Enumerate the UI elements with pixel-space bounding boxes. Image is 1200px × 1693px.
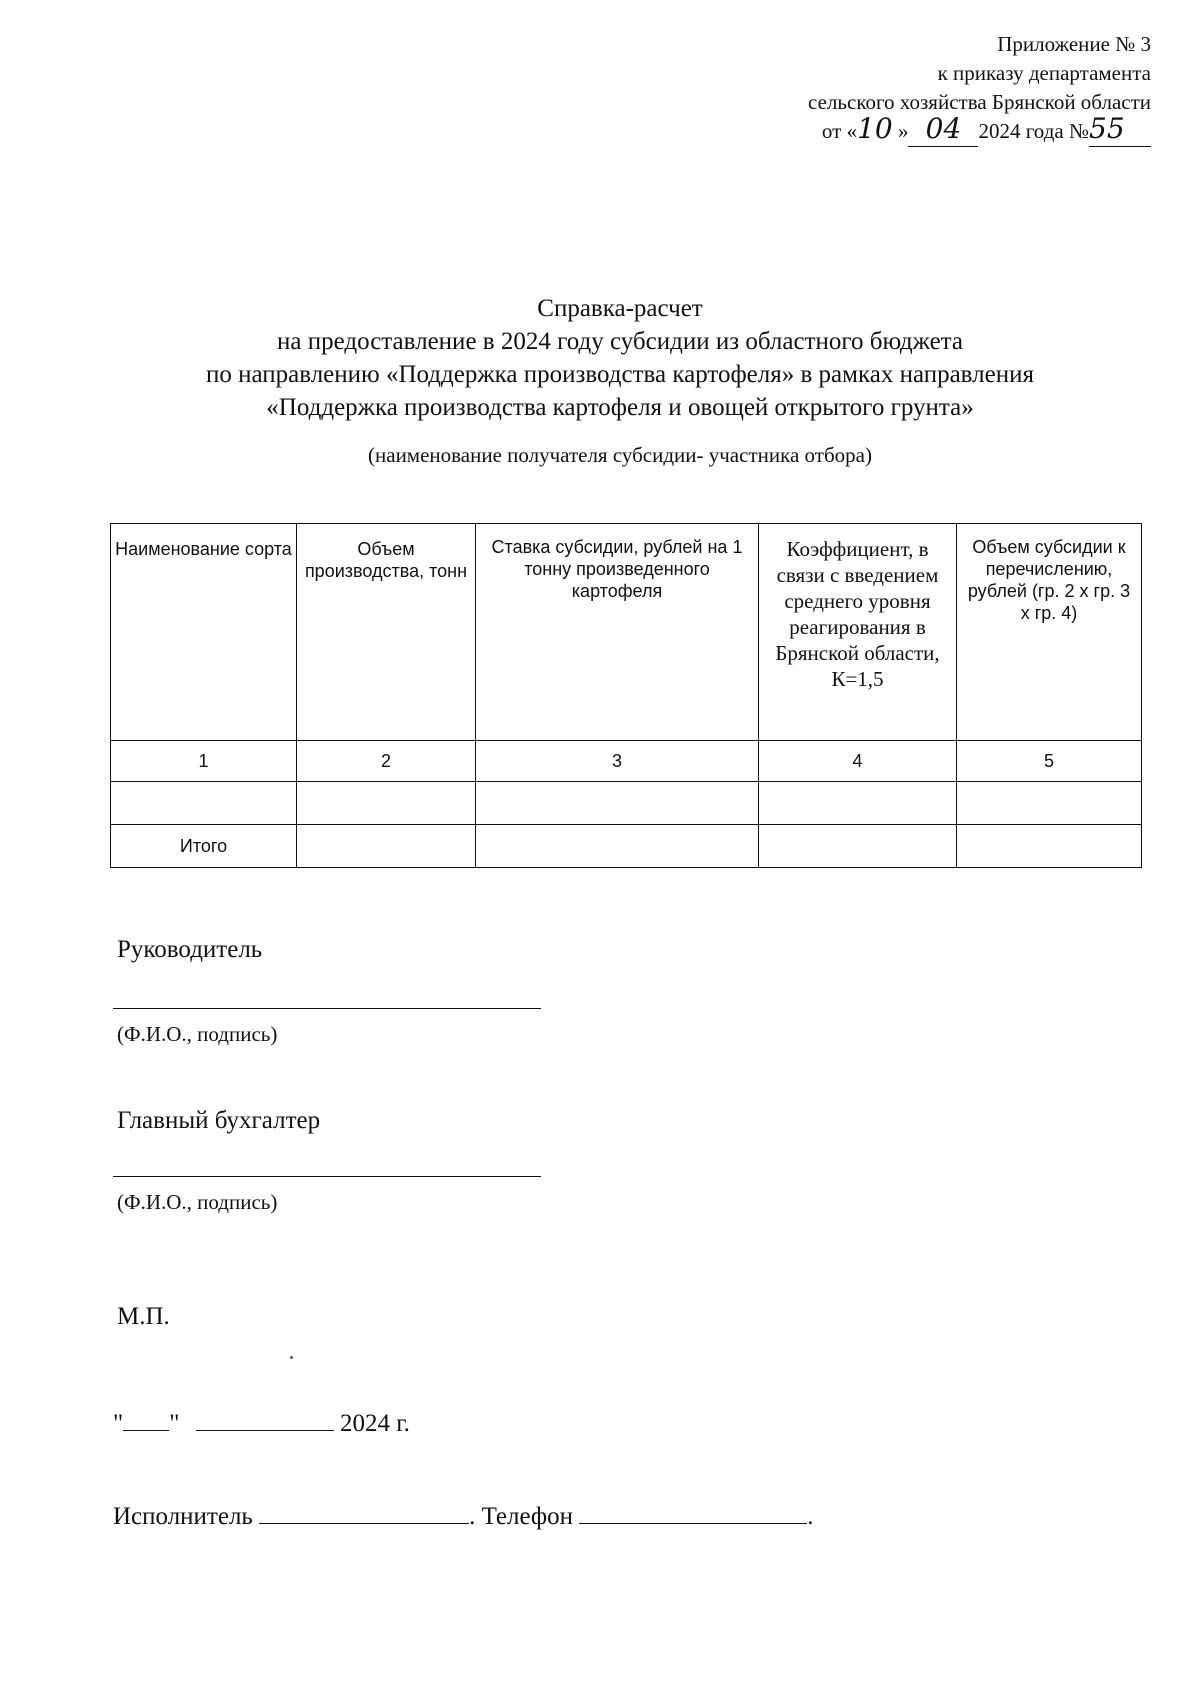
executor-label: Исполнитель: [113, 1503, 253, 1530]
table-cell: [759, 825, 957, 868]
header-subsidy-amount: Объем субсидии к перечислению, рублей (гр. 2 х гр. 3 х гр. 4): [957, 524, 1142, 741]
appendix-date-line: [808, 112, 1151, 147]
date-day-blank: [123, 1430, 169, 1431]
table-column-numbers-row: [111, 741, 1142, 782]
head-title: Руководитель: [117, 936, 263, 963]
executor-blank: [259, 1523, 469, 1524]
date-year: 2024 г.: [339, 1410, 410, 1437]
phone-blank: [579, 1523, 807, 1524]
handwritten-order-number: 55: [1089, 112, 1125, 145]
column-number-2: 2: [297, 741, 476, 782]
header-volume: Объем производства, тонн: [297, 524, 476, 741]
column-number-3: 3: [476, 741, 759, 782]
table-cell: [957, 782, 1142, 825]
recipient-note: (наименование получателя субсидии- участника отбора): [368, 443, 872, 467]
column-number-1: 1: [111, 741, 297, 782]
table-cell: [957, 825, 1142, 868]
order-number-blank: [1089, 112, 1151, 147]
header-variety: Наименование сорта: [111, 524, 297, 741]
signature-date-line: [113, 1410, 410, 1438]
scan-speck: [290, 1356, 293, 1359]
accountant-signature-line: [113, 1176, 541, 1177]
title-line-1: Справка-расчет: [537, 295, 703, 322]
table-total-row: [111, 825, 1142, 868]
handwritten-month: 04: [925, 112, 962, 145]
handwritten-day: 10: [857, 112, 893, 145]
title-line-2: на предоставление в 2024 году субсидии из областного бюджета: [277, 328, 963, 355]
table-cell: [476, 782, 759, 825]
title-line-3: по направлению «Поддержка производства картофеля» в рамках направления: [205, 361, 1034, 388]
table-cell: [111, 782, 297, 825]
date-year-text: 2024 года №: [978, 119, 1089, 143]
stamp-place: М.П.: [117, 1303, 170, 1330]
head-signature-note: (Ф.И.О., подпись): [117, 1022, 278, 1046]
table-cell: [476, 825, 759, 868]
date-prefix: от «: [821, 119, 858, 143]
table-cell: [297, 825, 476, 868]
column-number-4: 4: [759, 741, 957, 782]
executor-line: [113, 1503, 813, 1531]
accountant-signature-note: (Ф.И.О., подпись): [117, 1190, 278, 1214]
date-month-blank: [196, 1430, 334, 1431]
table-cell: [759, 782, 957, 825]
appendix-header: [808, 30, 1151, 147]
accountant-title: Главный бухгалтер: [117, 1107, 321, 1134]
total-label: Итого: [111, 825, 297, 868]
appendix-department: сельского хозяйства Брянской области: [808, 90, 1151, 114]
header-coefficient: Коэффициент, в связи с введением среднего уровня реагирования в Брянской области, К=1,5: [759, 524, 957, 741]
header-rate: Ставка субсидии, рублей на 1 тонну произведенного картофеля: [476, 524, 759, 741]
document-title: [110, 292, 1130, 424]
head-signature-line: [113, 1008, 541, 1009]
month-blank: [908, 112, 978, 147]
date-open-quote: ": [113, 1410, 124, 1437]
appendix-order-ref: к приказу департамента: [937, 61, 1151, 85]
table-cell: [297, 782, 476, 825]
appendix-number: Приложение № 3: [997, 32, 1151, 56]
title-line-4: «Поддержка производства картофеля и овощей открытого грунта»: [266, 394, 974, 421]
date-day-close: »: [892, 119, 909, 143]
date-close-quote: ": [169, 1410, 180, 1437]
end-dot: .: [807, 1503, 814, 1530]
calculation-table: [110, 523, 1142, 868]
table-header-row: [111, 524, 1142, 741]
phone-label: . Телефон: [469, 1503, 573, 1530]
column-number-5: 5: [957, 741, 1142, 782]
table-row: [111, 782, 1142, 825]
